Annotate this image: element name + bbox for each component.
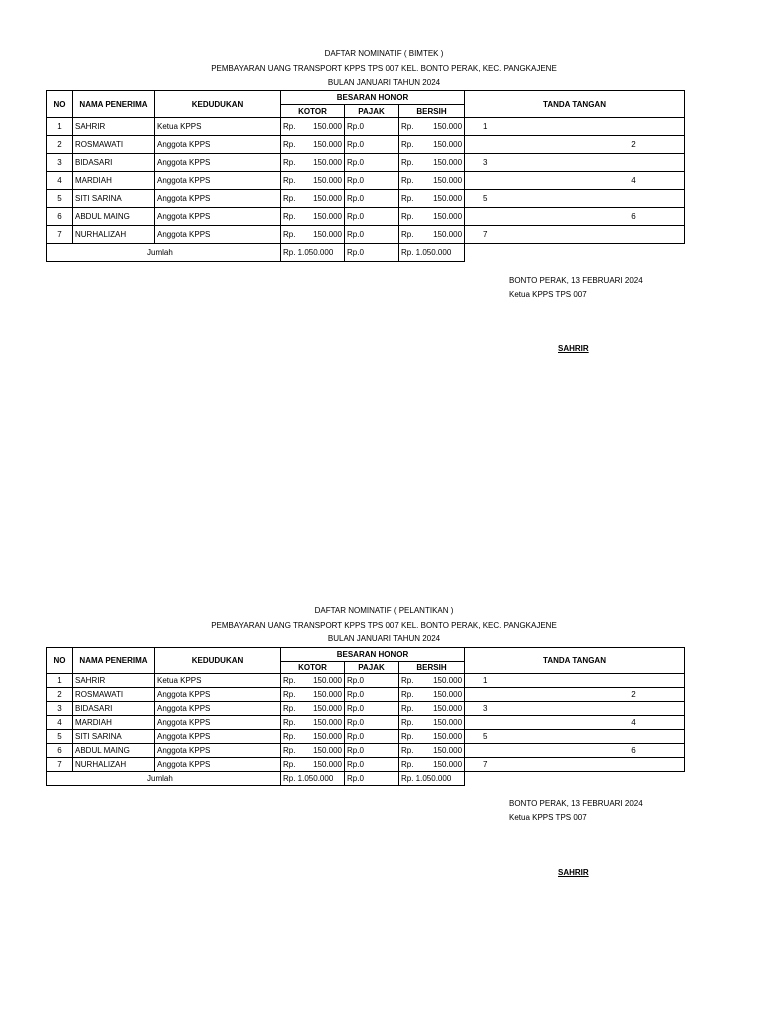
row-pajak: Rp.0: [345, 154, 399, 172]
row-no: 5: [47, 190, 73, 208]
row-kedudukan: Anggota KPPS: [155, 208, 281, 226]
header-besaran-honor: BESARAN HONOR: [281, 91, 465, 105]
table-row: [47, 226, 685, 244]
total-row: [47, 772, 685, 786]
table-row: [47, 716, 685, 730]
signer-name: SAHRIR: [558, 344, 589, 353]
row-nama: MARDIAH: [73, 716, 155, 730]
row-no: 3: [47, 154, 73, 172]
header-kotor: KOTOR: [281, 105, 345, 118]
row-pajak: Rp.0: [345, 758, 399, 772]
rp-prefix: Rp.: [401, 676, 414, 685]
row-no: 1: [47, 674, 73, 688]
header-nama: NAMA PENERIMA: [73, 91, 155, 118]
payment-table: [46, 90, 685, 262]
row-pajak: Rp.0: [345, 208, 399, 226]
row-nama: SITI SARINA: [73, 190, 155, 208]
kotor-value: 150.000: [313, 194, 342, 203]
row-signature: 7: [465, 758, 685, 772]
row-nama: ROSMAWATI: [73, 136, 155, 154]
rp-prefix: Rp.: [401, 122, 414, 131]
row-signature: 5: [465, 730, 685, 744]
rp-prefix: Rp.: [401, 690, 414, 699]
header-kedudukan: KEDUDUKAN: [155, 648, 281, 674]
row-signature: 2: [465, 136, 685, 154]
header-no: NO: [47, 91, 73, 118]
row-nama: ABDUL MAING: [73, 744, 155, 758]
row-pajak: Rp.0: [345, 688, 399, 702]
row-kotor: [281, 154, 345, 172]
table-row: [47, 136, 685, 154]
row-nama: BIDASARI: [73, 154, 155, 172]
row-bersih: [399, 226, 465, 244]
row-kotor: [281, 172, 345, 190]
table-row: [47, 702, 685, 716]
rp-prefix: Rp.: [401, 732, 414, 741]
header-bersih: BERSIH: [399, 105, 465, 118]
rp-prefix: Rp.: [283, 122, 296, 131]
total-bersih: Rp. 1.050.000: [399, 772, 465, 786]
table-row: [47, 190, 685, 208]
bersih-value: 150.000: [433, 718, 463, 727]
row-no: 7: [47, 758, 73, 772]
row-nama: SAHRIR: [73, 118, 155, 136]
bersih-value: 150.000: [433, 194, 463, 203]
doc-period: BULAN JANUARI TAHUN 2024: [327, 634, 441, 643]
row-kotor: [281, 190, 345, 208]
signature-place-date: BONTO PERAK, 13 FEBRUARI 2024: [509, 799, 643, 808]
header-no: NO: [47, 648, 73, 674]
row-signature: 4: [465, 172, 685, 190]
row-no: 5: [47, 730, 73, 744]
doc-title: DAFTAR NOMINATIF ( PELANTIKAN ): [314, 606, 454, 615]
table-row: [47, 208, 685, 226]
rp-prefix: Rp.: [401, 704, 414, 713]
rp-prefix: Rp.: [401, 718, 414, 727]
kotor-value: 150.000: [313, 704, 342, 713]
row-nama: SAHRIR: [73, 674, 155, 688]
row-nama: BIDASARI: [73, 702, 155, 716]
row-kedudukan: Anggota KPPS: [155, 226, 281, 244]
total-row: [47, 244, 685, 262]
rp-prefix: Rp.: [283, 676, 296, 685]
row-pajak: Rp.0: [345, 118, 399, 136]
row-pajak: Rp.0: [345, 226, 399, 244]
rp-prefix: Rp.: [401, 140, 414, 149]
row-kedudukan: Anggota KPPS: [155, 730, 281, 744]
rp-prefix: Rp.: [283, 230, 296, 239]
signature-role: Ketua KPPS TPS 007: [509, 290, 587, 299]
total-empty: [465, 772, 685, 786]
kotor-value: 150.000: [313, 140, 342, 149]
row-signature: 1: [465, 118, 685, 136]
row-bersih: [399, 730, 465, 744]
row-kedudukan: Ketua KPPS: [155, 674, 281, 688]
bersih-value: 150.000: [433, 230, 463, 239]
bersih-value: 150.000: [433, 732, 463, 741]
table-row: [47, 172, 685, 190]
header-kotor: KOTOR: [281, 662, 345, 674]
rp-prefix: Rp.: [283, 704, 296, 713]
row-kotor: [281, 118, 345, 136]
header-bersih: BERSIH: [399, 662, 465, 674]
table-row: [47, 154, 685, 172]
rp-prefix: Rp.: [401, 746, 414, 755]
row-nama: NURHALIZAH: [73, 758, 155, 772]
table-row: [47, 744, 685, 758]
row-kotor: [281, 136, 345, 154]
kotor-value: 150.000: [313, 732, 342, 741]
bersih-value: 150.000: [433, 176, 463, 185]
kotor-value: 150.000: [313, 690, 342, 699]
row-kedudukan: Ketua KPPS: [155, 118, 281, 136]
table-row: [47, 730, 685, 744]
row-signature: 3: [465, 154, 685, 172]
row-kedudukan: Anggota KPPS: [155, 190, 281, 208]
rp-prefix: Rp.: [283, 732, 296, 741]
bersih-value: 150.000: [433, 676, 463, 685]
row-no: 4: [47, 716, 73, 730]
doc-subtitle: PEMBAYARAN UANG TRANSPORT KPPS TPS 007 KEL. BONTO PERAK, KEC. PANGKAJENE: [211, 621, 557, 630]
signature-role: Ketua KPPS TPS 007: [509, 813, 587, 822]
row-kedudukan: Anggota KPPS: [155, 154, 281, 172]
rp-prefix: Rp.: [283, 718, 296, 727]
row-no: 4: [47, 172, 73, 190]
row-signature: 3: [465, 702, 685, 716]
row-kotor: [281, 758, 345, 772]
rp-prefix: Rp.: [401, 212, 414, 221]
row-kotor: [281, 730, 345, 744]
row-kedudukan: Anggota KPPS: [155, 172, 281, 190]
row-pajak: Rp.0: [345, 190, 399, 208]
row-no: 3: [47, 702, 73, 716]
row-kedudukan: Anggota KPPS: [155, 688, 281, 702]
rp-prefix: Rp.: [283, 158, 296, 167]
row-no: 7: [47, 226, 73, 244]
rp-prefix: Rp.: [283, 176, 296, 185]
row-bersih: [399, 154, 465, 172]
row-bersih: [399, 190, 465, 208]
row-signature: 5: [465, 190, 685, 208]
row-signature: 6: [465, 208, 685, 226]
row-no: 2: [47, 688, 73, 702]
row-bersih: [399, 172, 465, 190]
row-pajak: Rp.0: [345, 744, 399, 758]
kotor-value: 150.000: [313, 122, 342, 131]
row-kotor: [281, 716, 345, 730]
rp-prefix: Rp.: [283, 140, 296, 149]
table-row: [47, 758, 685, 772]
header-nama: NAMA PENERIMA: [73, 648, 155, 674]
total-pajak: Rp.0: [345, 244, 399, 262]
total-empty: [465, 244, 685, 262]
row-bersih: [399, 716, 465, 730]
kotor-value: 150.000: [313, 176, 342, 185]
row-pajak: Rp.0: [345, 716, 399, 730]
row-no: 6: [47, 744, 73, 758]
header-besaran-honor: BESARAN HONOR: [281, 648, 465, 662]
rp-prefix: Rp.: [283, 760, 296, 769]
header-tanda-tangan: TANDA TANGAN: [465, 91, 685, 118]
row-pajak: Rp.0: [345, 136, 399, 154]
row-pajak: Rp.0: [345, 674, 399, 688]
rp-prefix: Rp.: [283, 212, 296, 221]
signature-place-date: BONTO PERAK, 13 FEBRUARI 2024: [509, 276, 643, 285]
row-bersih: [399, 744, 465, 758]
row-nama: ABDUL MAING: [73, 208, 155, 226]
rp-prefix: Rp.: [401, 760, 414, 769]
row-nama: ROSMAWATI: [73, 688, 155, 702]
row-signature: 4: [465, 716, 685, 730]
table-row: [47, 674, 685, 688]
header-pajak: PAJAK: [345, 662, 399, 674]
header-tanda-tangan: TANDA TANGAN: [465, 648, 685, 674]
row-kedudukan: Anggota KPPS: [155, 744, 281, 758]
row-kotor: [281, 226, 345, 244]
row-bersih: [399, 688, 465, 702]
bersih-value: 150.000: [433, 158, 463, 167]
bersih-value: 150.000: [433, 704, 463, 713]
kotor-value: 150.000: [313, 746, 342, 755]
row-kedudukan: Anggota KPPS: [155, 758, 281, 772]
bersih-value: 150.000: [433, 122, 463, 131]
row-pajak: Rp.0: [345, 702, 399, 716]
row-bersih: [399, 758, 465, 772]
row-pajak: Rp.0: [345, 172, 399, 190]
total-label: Jumlah: [47, 244, 281, 262]
bersih-value: 150.000: [433, 140, 463, 149]
kotor-value: 150.000: [313, 718, 342, 727]
table-row: [47, 118, 685, 136]
row-nama: NURHALIZAH: [73, 226, 155, 244]
bersih-value: 150.000: [433, 690, 463, 699]
row-bersih: [399, 674, 465, 688]
row-bersih: [399, 118, 465, 136]
row-bersih: [399, 136, 465, 154]
rp-prefix: Rp.: [401, 176, 414, 185]
row-kedudukan: Anggota KPPS: [155, 702, 281, 716]
row-no: 1: [47, 118, 73, 136]
rp-prefix: Rp.: [283, 690, 296, 699]
row-pajak: Rp.0: [345, 730, 399, 744]
total-bersih: Rp. 1.050.000: [399, 244, 465, 262]
row-kedudukan: Anggota KPPS: [155, 716, 281, 730]
signer-name: SAHRIR: [558, 868, 589, 877]
payment-table: [46, 647, 685, 786]
row-signature: 1: [465, 674, 685, 688]
doc-period: BULAN JANUARI TAHUN 2024: [327, 78, 441, 87]
row-kotor: [281, 744, 345, 758]
row-bersih: [399, 208, 465, 226]
row-bersih: [399, 702, 465, 716]
row-nama: SITI SARINA: [73, 730, 155, 744]
header-pajak: PAJAK: [345, 105, 399, 118]
doc-subtitle: PEMBAYARAN UANG TRANSPORT KPPS TPS 007 KEL. BONTO PERAK, KEC. PANGKAJENE: [211, 64, 557, 73]
total-kotor: Rp. 1.050.000: [281, 244, 345, 262]
row-no: 6: [47, 208, 73, 226]
rp-prefix: Rp.: [283, 194, 296, 203]
rp-prefix: Rp.: [283, 746, 296, 755]
row-kotor: [281, 674, 345, 688]
kotor-value: 150.000: [313, 760, 342, 769]
row-no: 2: [47, 136, 73, 154]
kotor-value: 150.000: [313, 158, 342, 167]
header-kedudukan: KEDUDUKAN: [155, 91, 281, 118]
total-label: Jumlah: [47, 772, 281, 786]
bersih-value: 150.000: [433, 746, 463, 755]
row-kedudukan: Anggota KPPS: [155, 136, 281, 154]
bersih-value: 150.000: [433, 212, 463, 221]
row-signature: 7: [465, 226, 685, 244]
rp-prefix: Rp.: [401, 230, 414, 239]
total-kotor: Rp. 1.050.000: [281, 772, 345, 786]
doc-title: DAFTAR NOMINATIF ( BIMTEK ): [324, 49, 444, 58]
row-nama: MARDIAH: [73, 172, 155, 190]
row-kotor: [281, 702, 345, 716]
rp-prefix: Rp.: [401, 194, 414, 203]
kotor-value: 150.000: [313, 676, 342, 685]
row-signature: 2: [465, 688, 685, 702]
table-row: [47, 688, 685, 702]
kotor-value: 150.000: [313, 230, 342, 239]
rp-prefix: Rp.: [401, 158, 414, 167]
row-signature: 6: [465, 744, 685, 758]
total-pajak: Rp.0: [345, 772, 399, 786]
bersih-value: 150.000: [433, 760, 463, 769]
row-kotor: [281, 208, 345, 226]
kotor-value: 150.000: [313, 212, 342, 221]
row-kotor: [281, 688, 345, 702]
